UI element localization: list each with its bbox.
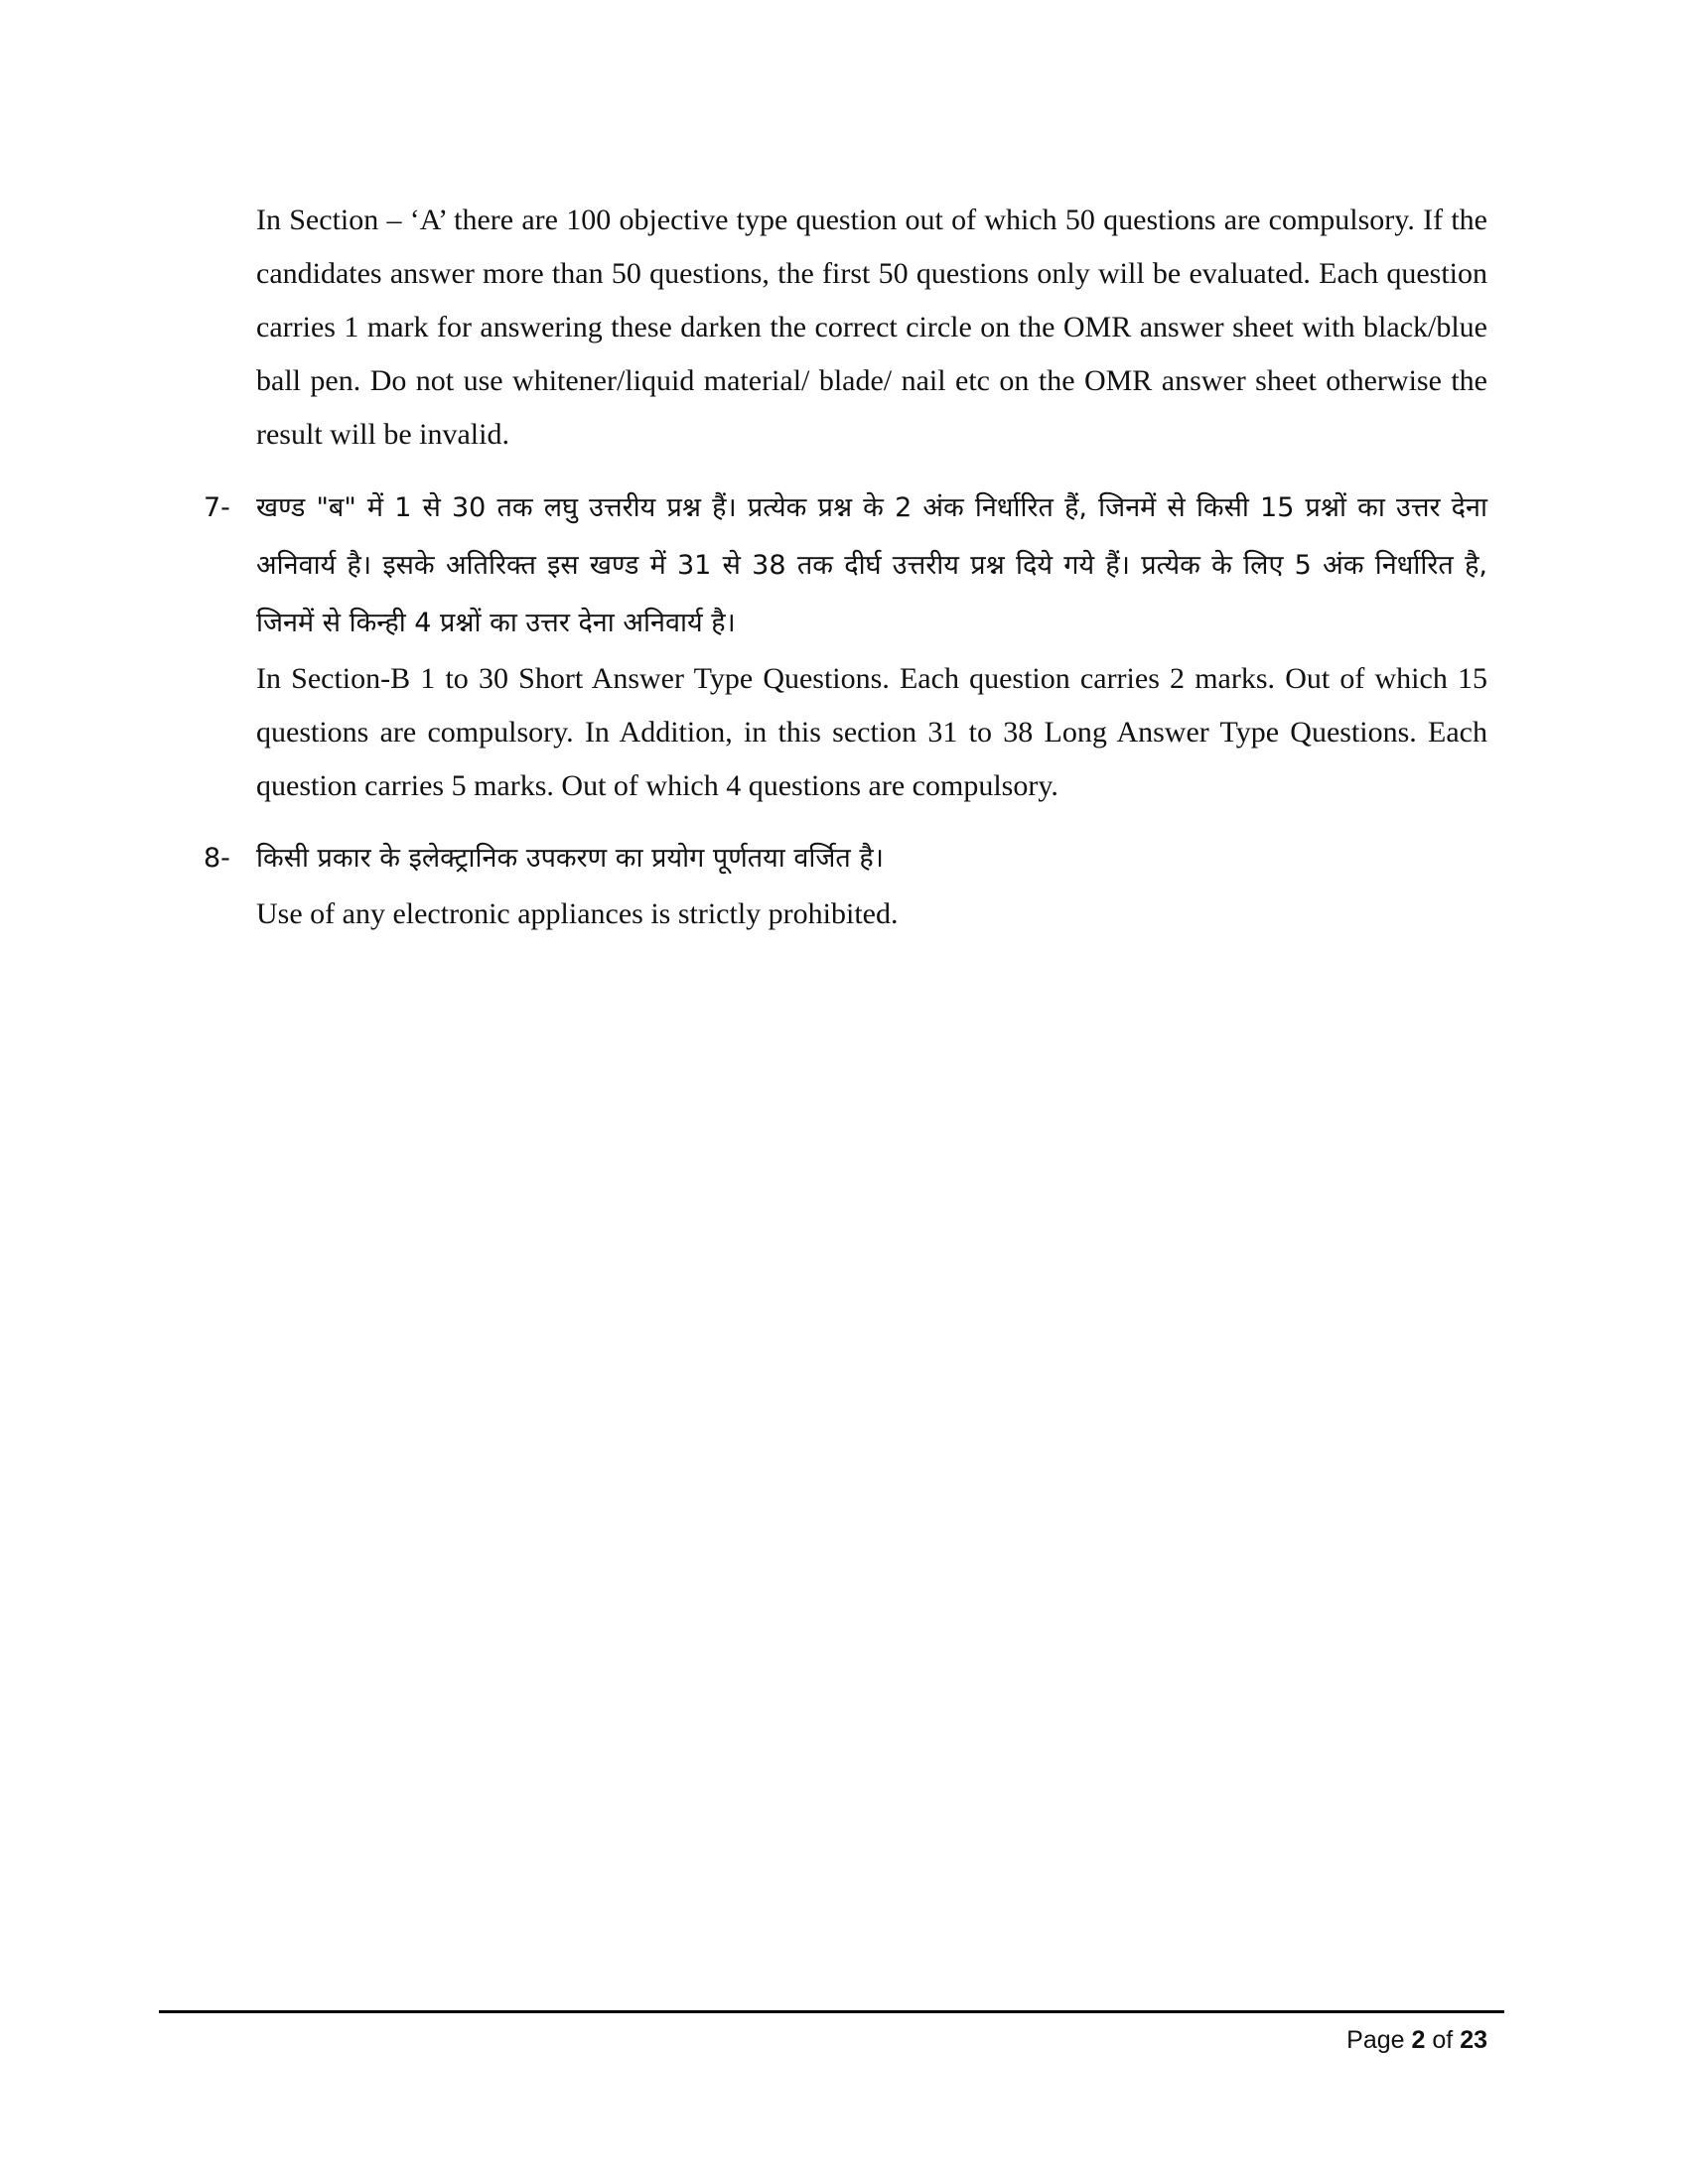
item-english-text: In Section-B 1 to 30 Short Answer Type Questions. Each question carries 2 marks. Out of which 15 questions are compulsory. In Addition, in this section 31 to 38 Long Answer Type Questions. Each question carries 5 marks. Out of which 4 questions are compulsory. (256, 662, 1487, 802)
item-number: 7- (204, 492, 230, 523)
page-label: Page (1346, 2026, 1405, 2054)
section-a-instructions: In Section – ‘A’ there are 100 objective type question out of which 50 questions are compulsory. If the candidates answer more than 50 questions, the first 50 questions only will be evaluated. Each question carries 1 mark for answering these darken the correct circle on the OMR answer sheet with black/blue ball pen. Do not use whitener/liquid material/ blade/ nail etc on the OMR answer sheet otherwise the result will be invalid. (256, 204, 1487, 451)
item-number: 8- (204, 843, 230, 874)
item-hindi-text: खण्ड "ब" में 1 से 30 तक लघु उत्तरीय प्रश्न हैं। प्रत्येक प्रश्न के 2 अंक निर्धारित हैं, जिनमें से किसी 15 प्रश्नों का उत्तर देना अनिवार्य है। इसके अतिरिक्त इस खण्ड में 31 से 38 तक दीर्घ उत्तरीय प्रश्न दिये गये हैं। प्रत्येक के लिए 5 अंक निर्धारित है, जिनमें से किन्ही 4 प्रश्नों का उत्तर देना अनिवार्य है। (256, 492, 1487, 638)
current-page-number: 2 (1411, 2026, 1426, 2054)
page-number-footer (1346, 2023, 1487, 2057)
instruction-item-8 (204, 830, 1487, 941)
item-body (256, 830, 1487, 941)
instruction-item-7 (204, 479, 1487, 813)
footer-divider (159, 2010, 1504, 2013)
item-hindi-text: किसी प्रकार के इलेक्ट्रानिक उपकरण का प्रयोग पूर्णतया वर्जित है। (256, 843, 884, 874)
total-pages-number: 23 (1460, 2026, 1487, 2054)
item-body (256, 479, 1487, 813)
of-label: of (1432, 2026, 1454, 2054)
item-english-text: Use of any electronic appliances is strictly prohibited. (256, 897, 899, 930)
